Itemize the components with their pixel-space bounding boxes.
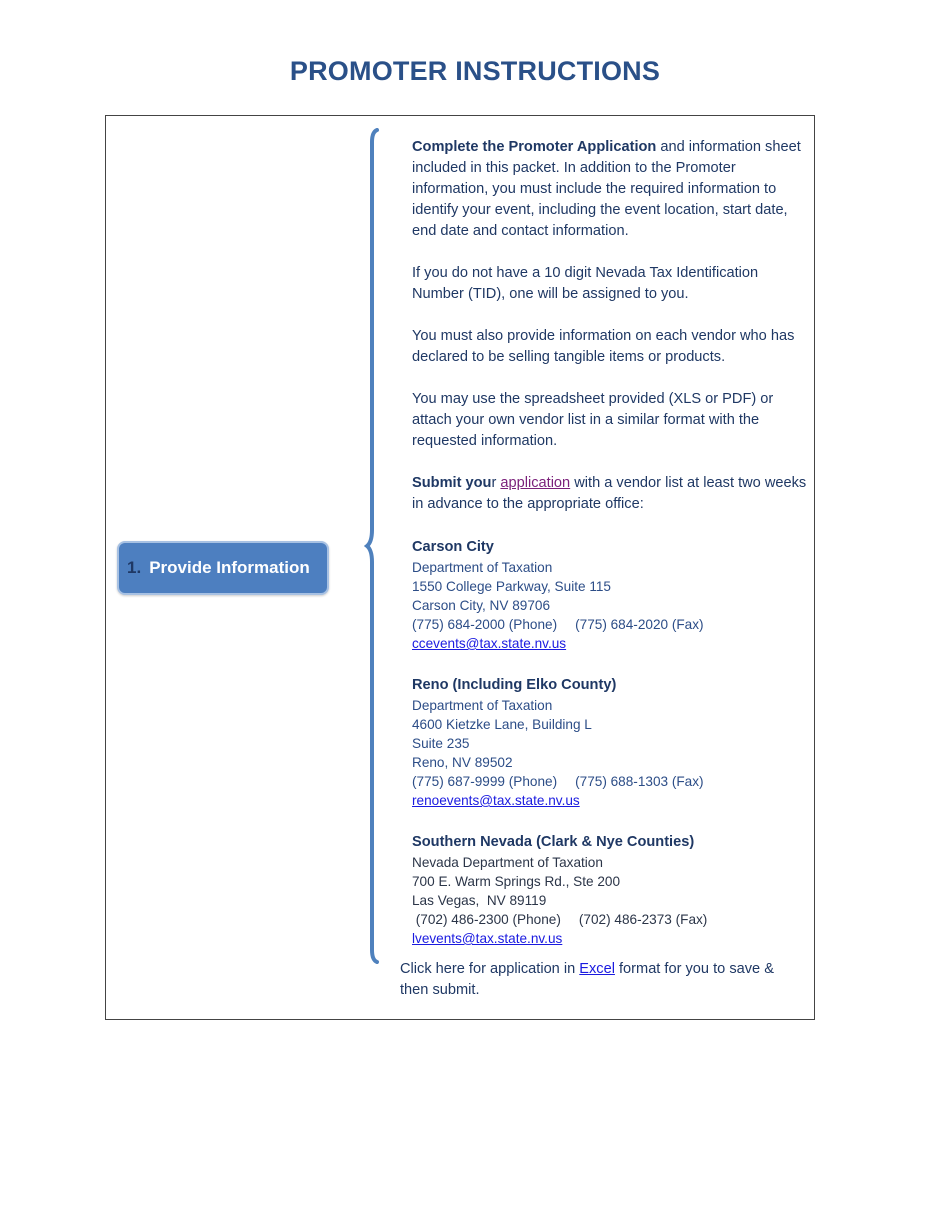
application-link[interactable]: application — [500, 475, 571, 491]
office-reno — [412, 674, 807, 810]
office-contact — [412, 910, 807, 929]
page-title: PROMOTER INSTRUCTIONS — [289, 56, 661, 86]
office-fax: (775) 684-2020 (Fax) — [575, 617, 704, 632]
office-phone: (775) 684-2000 (Phone) — [412, 617, 558, 632]
step-badge — [117, 541, 329, 595]
office-contact — [412, 772, 807, 791]
step-number: 1. — [127, 558, 142, 577]
paragraph-complete-application — [412, 137, 807, 242]
complete-application-text: and information sheet included in this packet. In addition to the Promoter information, you must include the required information to identify your event, including the event location, start date, end date and contact information. — [412, 139, 801, 239]
office-name: Carson City — [412, 539, 494, 555]
submit-text: with a vendor list at least two weeks in advance to the appropriate office: — [412, 475, 807, 512]
office-fax: (702) 486-2373 (Fax) — [578, 912, 708, 927]
office-name: Reno (Including Elko County) — [412, 677, 617, 693]
office-dept: Department of Taxation — [412, 560, 553, 575]
office-address-line: Las Vegas, NV 89119 — [412, 893, 547, 908]
office-address-line: 1550 College Parkway, Suite 115 — [412, 579, 611, 594]
instructions-content — [412, 137, 807, 969]
office-southern-nevada — [412, 831, 807, 948]
office-address-line: 700 E. Warm Springs Rd., Ste 200 — [412, 874, 621, 889]
office-email-link[interactable]: ccevents@tax.state.nv.us — [412, 636, 567, 651]
office-address-line: 4600 Kietzke Lane, Building L — [412, 717, 592, 732]
paragraph-vendor-info: You must also provide information on each vendor who has declared to be selling tangible items or products. — [412, 328, 795, 365]
office-contact — [412, 615, 807, 634]
excel-note — [400, 959, 805, 1001]
paragraph-spreadsheet: You may use the spreadsheet provided (XLS or PDF) or attach your own vendor list in a similar format with the requested information. — [412, 391, 774, 449]
excel-note-post: format for you to save & then submit. — [400, 961, 774, 998]
excel-note-pre: Click here for application in — [400, 961, 580, 977]
step-label: Provide Information — [149, 558, 310, 577]
office-address-line: Carson City, NV 89706 — [412, 598, 551, 613]
office-email-link[interactable]: renoevents@tax.state.nv.us — [412, 793, 580, 808]
excel-link[interactable]: Excel — [579, 961, 615, 977]
office-email-link[interactable]: lvevents@tax.state.nv.us — [412, 931, 563, 946]
office-fax: (775) 688-1303 (Fax) — [575, 774, 704, 789]
submit-bold: Submit you — [412, 475, 492, 491]
office-phone: (775) 687-9999 (Phone) — [412, 774, 558, 789]
submit-r: r — [491, 475, 501, 491]
office-address-line: Suite 235 — [412, 736, 470, 751]
office-phone: (702) 486-2300 (Phone) — [412, 912, 561, 927]
office-name: Southern Nevada (Clark & Nye Counties) — [412, 834, 695, 850]
office-dept: Department of Taxation — [412, 698, 553, 713]
office-carson-city — [412, 536, 807, 653]
office-dept: Nevada Department of Taxation — [412, 855, 603, 870]
office-address-line: Reno, NV 89502 — [412, 755, 513, 770]
paragraph-submit — [412, 473, 807, 515]
complete-application-bold: Complete the Promoter Application — [412, 139, 657, 155]
curly-brace — [364, 128, 384, 964]
paragraph-tid: If you do not have a 10 digit Nevada Tax Identification Number (TID), one will be assigned to you. — [412, 265, 759, 302]
